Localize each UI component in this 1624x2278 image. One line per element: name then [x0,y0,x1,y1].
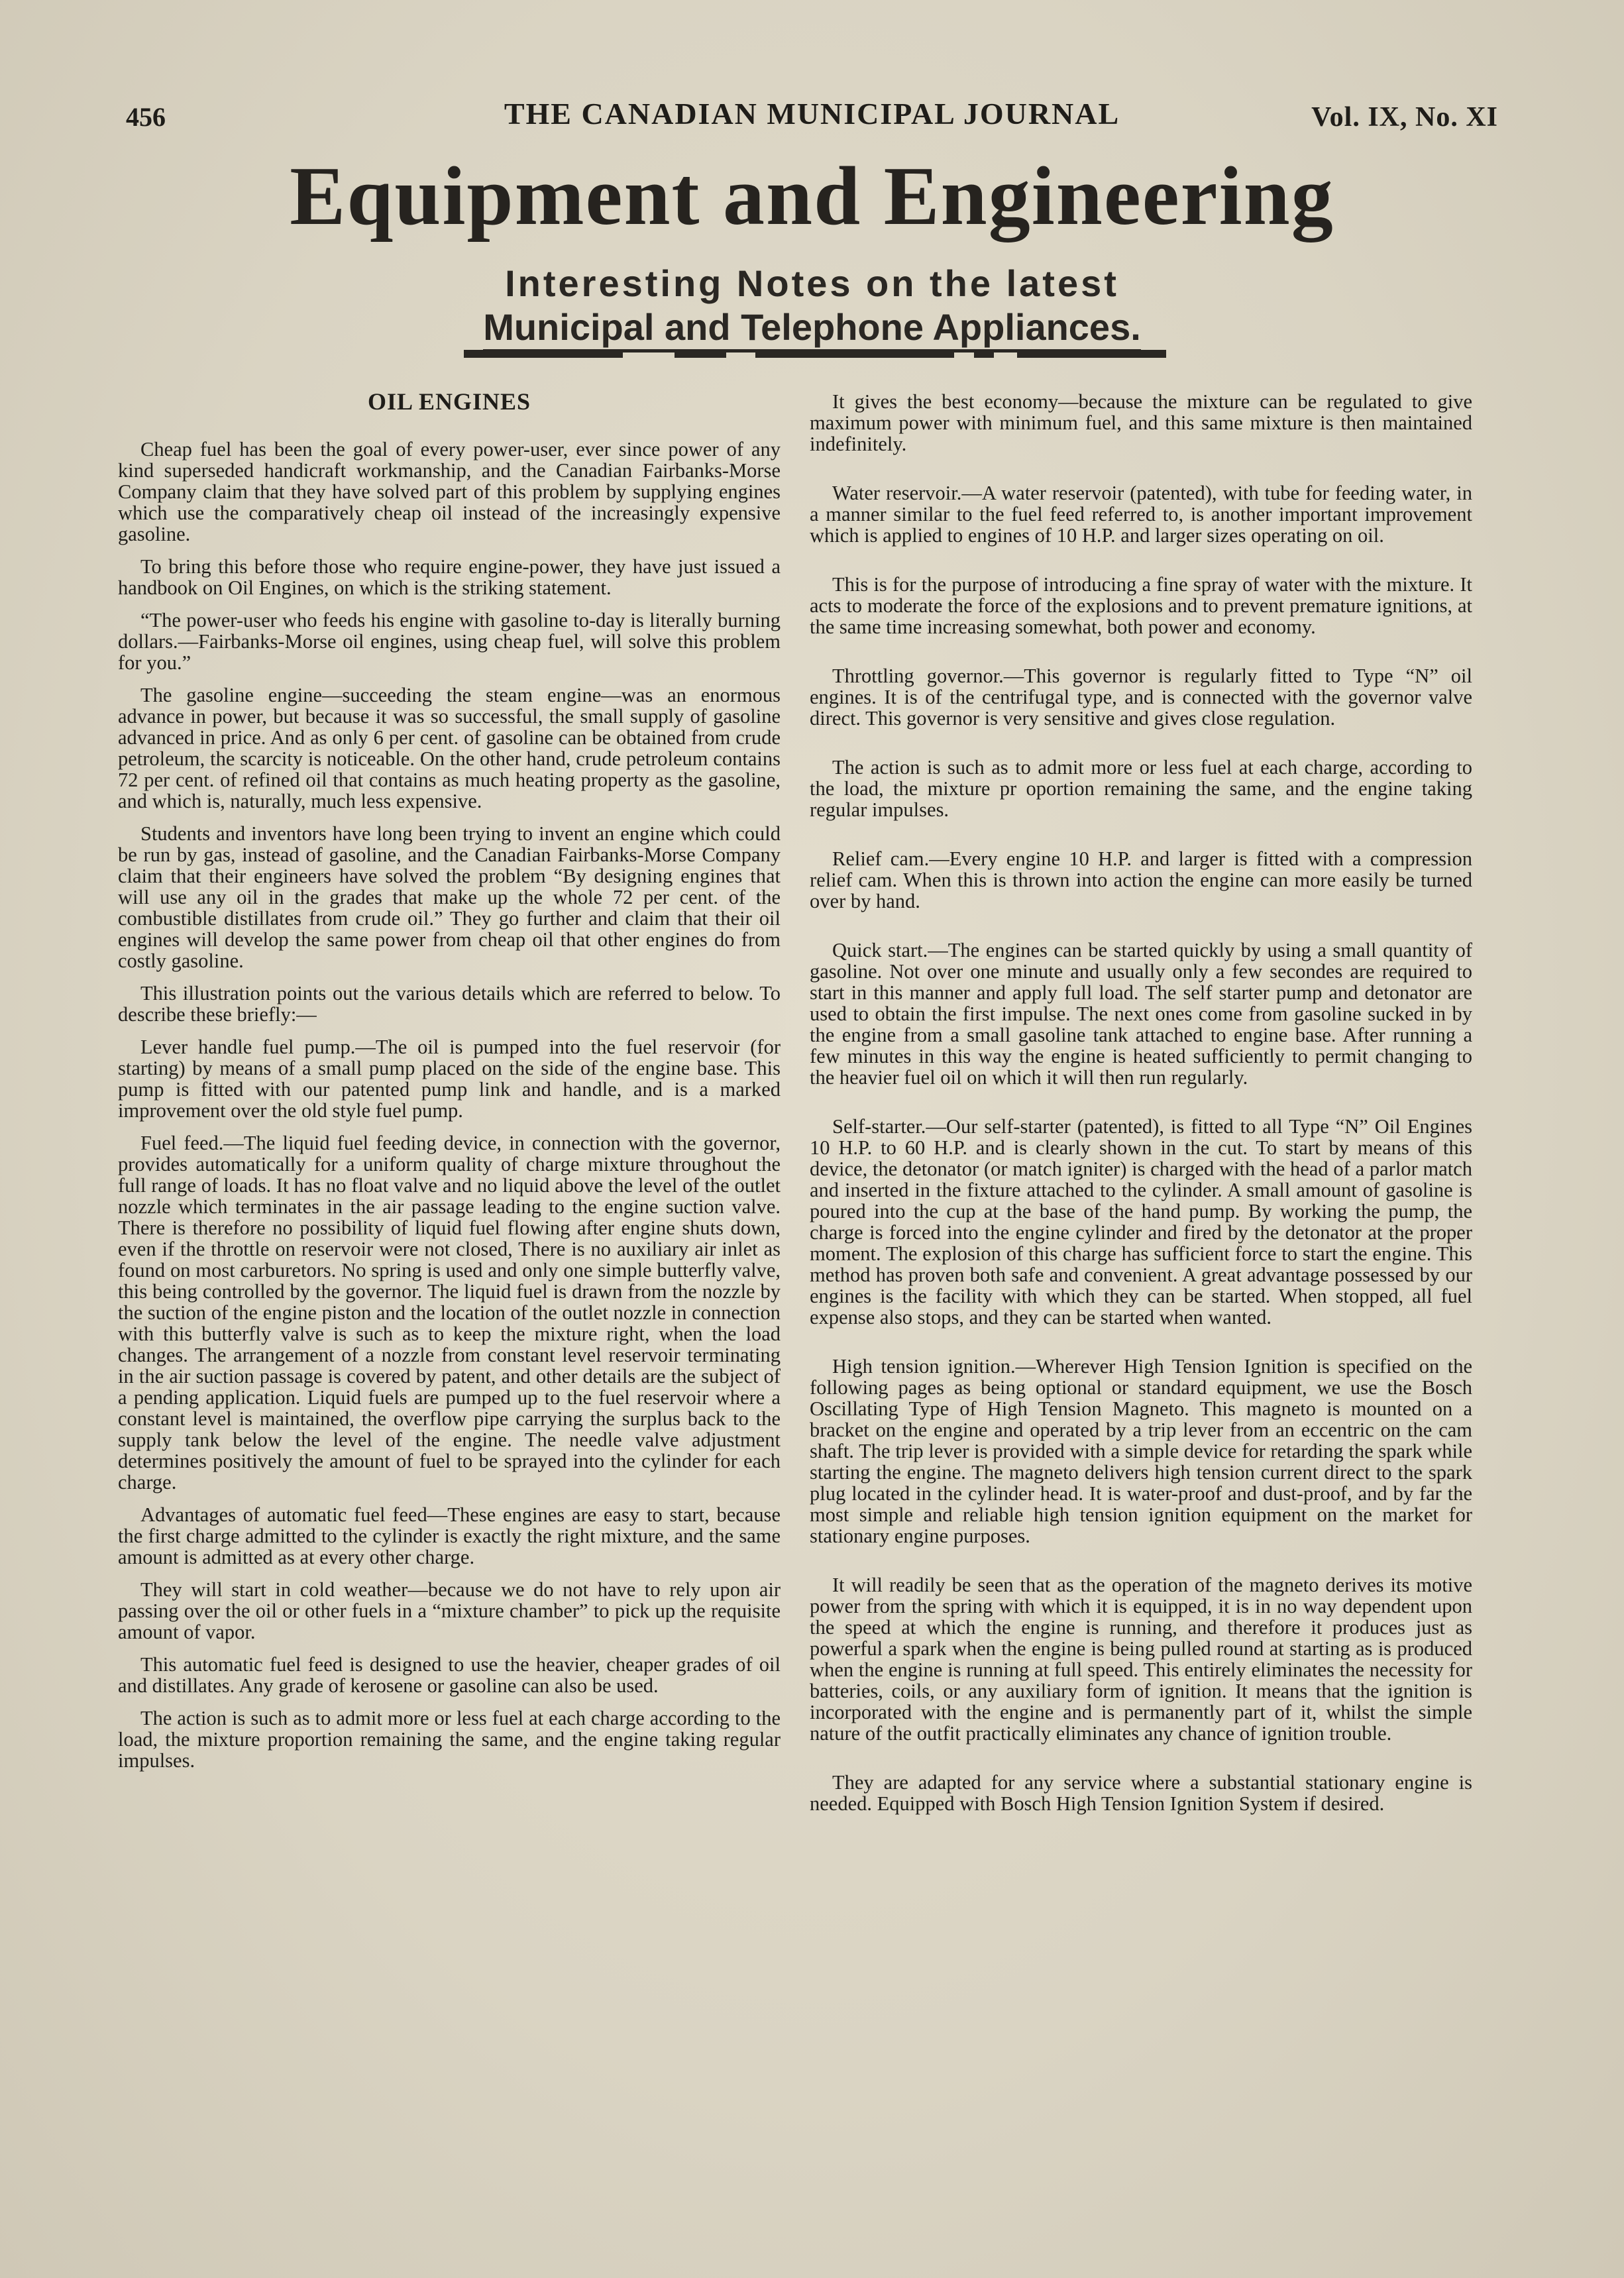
paragraph: It will readily be seen that as the operation of the magneto derives its motive power from the spring with which it is equipped, it is in no way dependent upon the speed at which the engine is running, and therefore it produces just as powerful a spark when the engine is being pulled round at starting as is produced when the engine is running at full speed. This entirely eliminates the necessity for batteries, coils, or any auxiliary form of ignition. It means that the ignition is incorporated with the engine and is permanently part of it, whilst the simple nature of the outfit practically eliminates any chance of ignition trouble. [810,1574,1472,1745]
rule-segment [464,350,623,358]
rule-segment [974,350,994,358]
rule-segment [755,350,954,358]
paragraph: The gasoline engine—succeeding the steam engine—was an enormous advance in power, but because it was so successful, the small supply of gasoline advanced in price. And as only 6 per cent. of gasoline can be obtained from crude petroleum, the scarcity is noticeable. On the other hand, crude petroleum contains 72 per cent. of refined oil that contains as much heating property as the gasoline, and which is, naturally, much less expensive. [118,684,781,812]
subtitle-line-1: Interesting Notes on the latest [505,262,1119,304]
paragraph: Students and inventors have long been trying to invent an engine which could be run by gas, instead of gasoline, and the Canadian Fairbanks-Morse Company claim that their engineers have solved the problem “By designing engines that will use any oil in the grades that make up the whole 72 per cent. of the combustible distillates from crude oil.” They go further and claim that their oil engines will develop the same power from cheap oil that other engines do from costly gasoline. [118,822,781,972]
paragraph: Advantages of automatic fuel feed—These engines are easy to start, because the first charge admitted to the cylinder is exactly the right mixture, and the same amount is admitted as at every other charge. [118,1503,781,1568]
subtitle [0,262,1624,349]
paragraph: Fuel feed.—The liquid fuel feeding device, in connection with the governor, provides automatically for a uniform quality of charge mixture throughout the full range of loads. It has no float valve and no liquid above the level of the outlet nozzle which terminates in the air passage leading to the engine suction valve. There is therefore no possibility of liquid fuel flowing after engine shuts down, even if the throttle on reservoir were not closed, There is no auxiliary air inlet as found on most carburetors. No spring is used and only one simple butterfly valve, this being controlled by the governor. The liquid fuel is drawn from the nozzle by the suction of the engine piston and the location of the outlet nozzle in connection with this butterfly valve is such as to keep the mixture right, when the load changes. The arrangement of a nozzle from constant level reservoir terminating in the air suction passage is covered by patent, and other details are the subject of a pending application. Liquid fuels are pumped up to the fuel reservoir where a constant level is maintained, the overflow pipe carrying the surplus back to the supply tank below the level of the engine. The needle valve adjustment determines positively the amount of fuel to be sprayed into the cylinder for each charge. [118,1132,781,1493]
paragraph: Cheap fuel has been the goal of every power-user, ever since power of any kind superseded handicraft workmanship, and the Canadian Fairbanks-Morse Company claim that they have solved part of this problem by supplying engines which use the comparatively cheap oil instead of the increasingly expensive gasoline. [118,438,781,545]
paragraph: “The power-user who feeds his engine with gasoline to-day is literally burning dollars.—Fairbanks-Morse oil engines, using cheap fuel, will solve this problem for you.” [118,609,781,674]
left-column [118,388,781,1782]
paragraph: Quick start.—The engines can be started quickly by using a small quantity of gasoline. Not over one minute and usually only a few secondes are required to start in this manner and apply full load. The self starter pump and detonator are used to obtain the first impulse. The next ones come from gasoline sucked in by the engine from a small gasoline tank attached to engine base. After running a few minutes in this way the engine is heated sufficiently to permit changing to the heavier fuel oil on which it will then run regularly. [810,939,1472,1089]
paragraph: This illustration points out the various details which are referred to below. To describe these briefly:— [118,982,781,1026]
paragraph: The action is such as to admit more or less fuel at each charge according to the load, the mixture proportion remaining the same, and the engine taking regular impulses. [118,1707,781,1772]
paragraph: They will start in cold weather—because we do not have to rely upon air passing over the oil or other fuels in a “mixture chamber” to pick up the requisite amount of vapor. [118,1578,781,1643]
rule-segment [675,350,726,358]
decorative-rule [464,350,1166,358]
paragraph: Water reservoir.—A water reservoir (patented), with tube for feeding water, in a manner similar to the fuel feed referred to, is another important improvement which is applied to engines of 10 H.P. and larger sizes operating on oil. [810,482,1472,547]
paragraph: Relief cam.—Every engine 10 H.P. and larger is fitted with a compression relief cam. When this is thrown into action the engine can more easily be turned over by hand. [810,847,1472,912]
volume-number: Vol. IX, No. XI [1311,102,1498,133]
page-number: 456 [126,102,166,132]
paragraph: This is for the purpose of introducing a fine spray of water with the mixture. It acts to moderate the force of the explosions and to prevent premature ignitions, at the same time increasing somewhat, both power and economy. [810,573,1472,638]
paragraph: Self-starter.—Our self-starter (patented), is fitted to all Type “N” Oil Engines 10 H.P. to 60 H.P. and is clearly shown in the cut. To start by means of this device, the detonator (or match igniter) is charged with the head of a parlor match and inserted in the fixture attached to the cylinder. A small amount of gasoline is poured into the cup at the base of the hand pump. By working the pump, the charge is forced into the engine cylinder and fired by the detonator at the proper moment. The explosion of this charge has sufficient force to start the engine. This method has proven both safe and convenient. A great advantage possessed by our engines is the facility with which they can be started. When stopped, all fuel expense also stops, and they can be started when wanted. [810,1115,1472,1329]
article-title: Equipment and Engineering [290,150,1334,243]
right-column [810,391,1472,1825]
rule-segment [1017,350,1166,358]
journal-title: THE CANADIAN MUNICIPAL JOURNAL [504,97,1120,131]
subtitle-line-2: Municipal and Telephone Appliances. [483,306,1141,353]
section-heading: OIL ENGINES [367,388,531,415]
paragraph: To bring this before those who require engine-power, they have just issued a handbook on Oil Engines, on which is the striking statement. [118,555,781,599]
running-head [126,96,1498,136]
subtitle-line-2-wrapper [0,305,1624,349]
paragraph: Lever handle fuel pump.—The oil is pumped into the fuel reservoir (for starting) by means of a small pump placed on the side of the engine base. This pump is fitted with our patented pump link and handle, and is a marked improvement over the old style fuel pump. [118,1036,781,1122]
paragraph: It gives the best economy—because the mixture can be regulated to give maximum power with minimum fuel, and this same mixture is then maintained indefinitely. [810,390,1472,455]
paragraph: The action is such as to admit more or less fuel at each charge, according to the load, the mixture pr oportion remaining the same, and the engine taking regular impulses. [810,756,1472,821]
paragraph: Throttling governor.—This governor is regularly fitted to Type “N” oil engines. It is of the centrifugal type, and is connected with the governor valve direct. This governor is very sensitive and gives close regulation. [810,665,1472,730]
paragraph: They are adapted for any service where a substantial stationary engine is needed. Equipped with Bosch High Tension Ignition System if desired. [810,1771,1472,1815]
paragraph: This automatic fuel feed is designed to use the heavier, cheaper grades of oil and distillates. Any grade of kerosene or gasoline can also be used. [118,1653,781,1697]
paragraph: High tension ignition.—Wherever High Tension Ignition is specified on the following pages as being optional or standard equipment, we use the Bosch Oscillating Type of High Tension Magneto. This magneto is mounted on a bracket on the engine and operated by a trip lever from an eccentric on the cam shaft. The trip lever is provided with a simple device for retarding the spark while starting the engine. The magneto delivers high tension current direct to the spark plug located in the cylinder head. It is water-proof and dust-proof, and by far the most simple and reliable high tension ignition equipment on the market for stationary engine purposes. [810,1355,1472,1547]
